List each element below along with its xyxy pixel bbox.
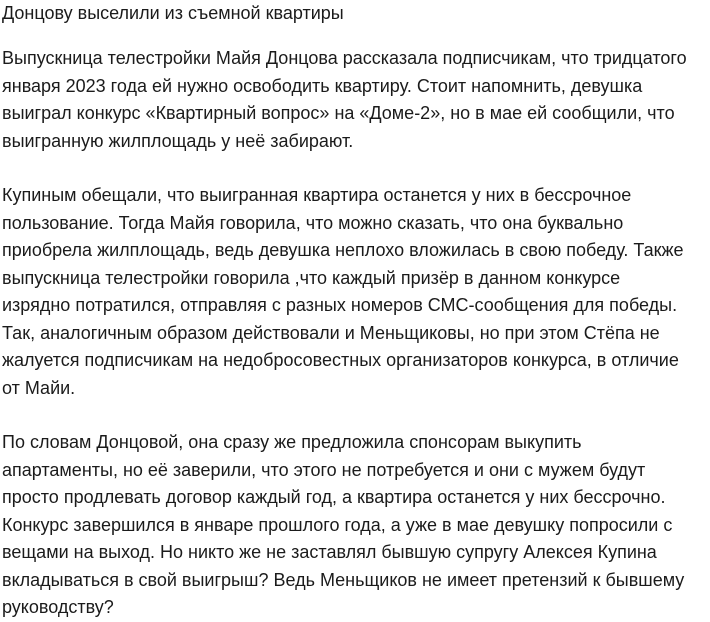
paragraph-line: января 2023 года ей нужно освободить квартиру. Стоит напомнить, девушка — [2, 75, 643, 96]
paragraph-line: вещами на выход. Но никто же не заставлял бывшую супругу Алексея Купина — [2, 542, 657, 562]
paragraph-line: Купиным обещали, что выигранная квартира останется у них в бессрочное — [2, 185, 632, 205]
article-paragraph-2 — [2, 182, 702, 402]
paragraph-line: руководству? — [2, 597, 114, 617]
paragraph-line: выпускница телестройки говорила ,что каждый призёр в данном конкурсе — [2, 267, 621, 288]
paragraph-line: Так, аналогичным образом действовали и Меньщиковы, но при этом Стёпа не — [2, 322, 660, 343]
paragraph-line: апартаменты, но её заверили, что этого не потребуется и они с мужем будут — [2, 459, 646, 480]
paragraph-line: пользование. Тогда Майя говорила, что можно сказать, что она буквально — [2, 212, 624, 233]
paragraph-line: от Майи. — [2, 377, 76, 398]
paragraph-line: вкладываться в свой выигрыш? Ведь Меньщиков не имеет претензий к бывшему — [2, 569, 685, 590]
paragraph-line: выиграл конкурс «Квартирный вопрос» на «Доме-2», но в мае ей сообщили, что — [2, 103, 675, 123]
article-paragraph-1 — [2, 45, 702, 155]
paragraph-line: По словам Донцовой, она сразу же предложила спонсорам выкупить — [2, 432, 582, 452]
paragraph-line: просто продлевать договор каждый год, а квартира останется у них бессрочно. — [2, 487, 666, 507]
paragraph-line: жалуется подписчикам на недобросовестных организаторов конкурса, в отличие — [2, 350, 679, 370]
paragraph-line: Конкурс завершился в январе прошлого года, а уже в мае девушку попросили с — [2, 514, 673, 535]
article-title: Донцову выселили из съемной квартиры — [2, 3, 344, 23]
article-paragraph-3 — [2, 429, 702, 622]
paragraph-line: выигранную жилплощадь у неё забирают. — [2, 130, 354, 151]
paragraph-line: изрядно потратился, отправляя с разных номеров СМС-сообщения для победы. — [2, 295, 678, 315]
paragraph-line: приобрела жилплощадь, ведь девушка неплохо вложилась в свою победу. Также — [2, 240, 684, 260]
article — [2, 0, 702, 622]
paragraph-line: Выпускница телестройки Майя Донцова рассказала подписчикам, что тридцатого — [2, 48, 687, 68]
